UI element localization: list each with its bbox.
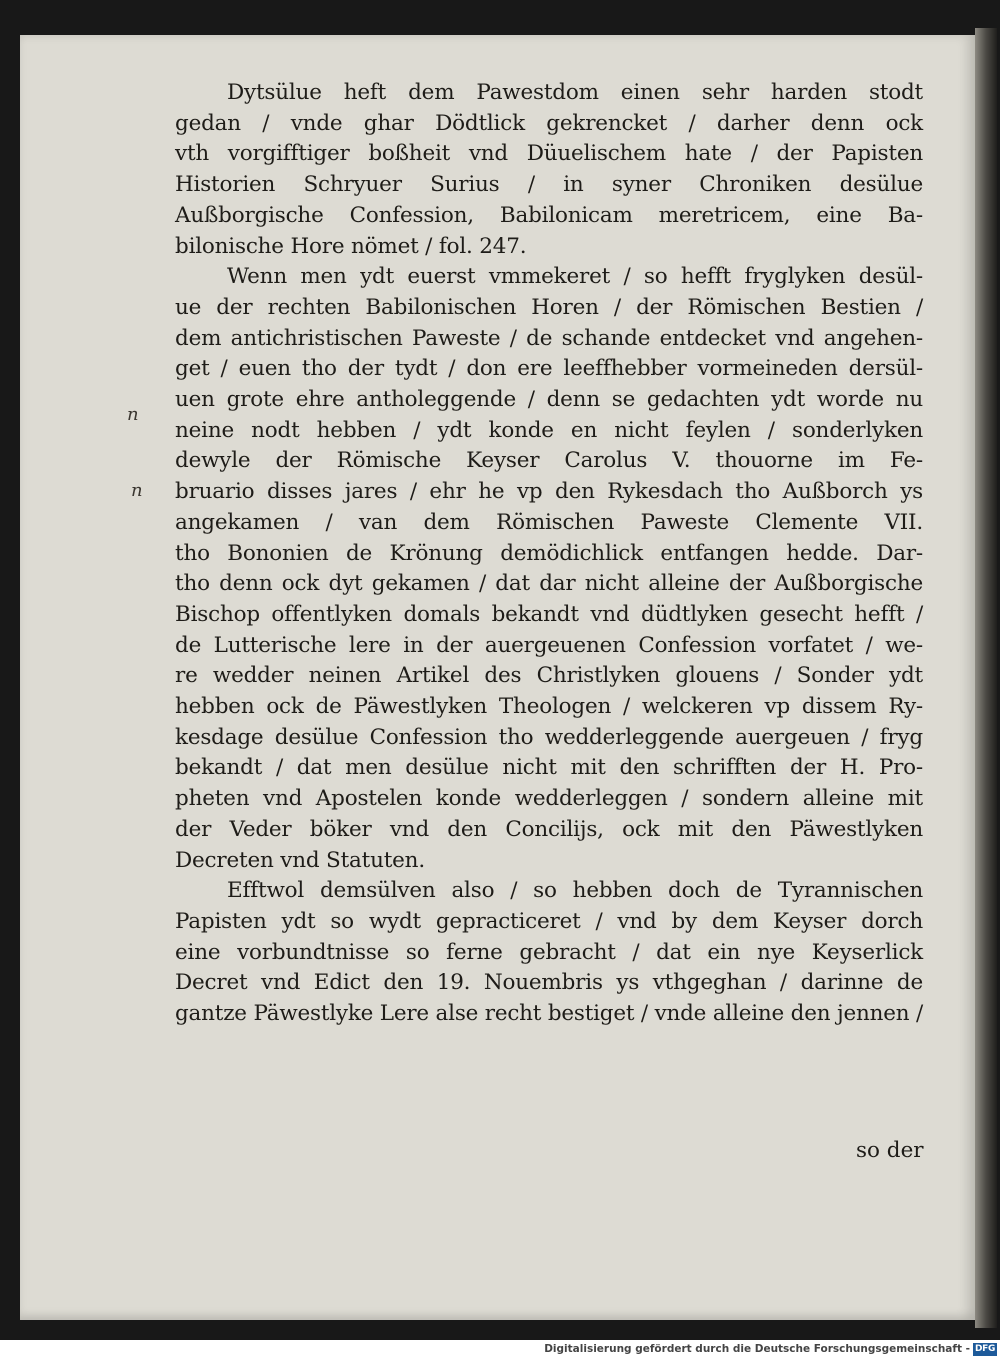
- text-line: dewyle der Römische Keyser Carolus V. thouorne im Fe-: [175, 448, 923, 474]
- text-line: Bischop offentlyken domals bekandt vnd düdtlyken gesecht hefft /: [175, 601, 923, 627]
- text-line: der Veder böker vnd den Concilijs, ock mit den Päwestlyken: [175, 816, 923, 842]
- text-line: re wedder neinen Artikel des Christlyken glouens / Sonder ydt: [175, 663, 923, 689]
- page-edge: [975, 28, 997, 1328]
- margin-annotation: n: [127, 404, 139, 425]
- text-line: tho Bononien de Krönung demödichlick entfangen hedde. Dar-: [175, 540, 923, 566]
- text-line: vth vorgifftiger boßheit vnd Düuelischem hate / der Papisten: [175, 141, 923, 167]
- text-line: uen grote ehre antholeggende / denn se gedachten ydt worde nu: [175, 387, 923, 413]
- text-line: kesdage desülue Confession tho wedderleggende auergeuen / fryg: [175, 724, 923, 750]
- text-line: Decret vnd Edict den 19. Nouembris ys vthgeghan / darinne de: [175, 970, 923, 996]
- text-line: bruario disses jares / ehr he vp den Rykesdach tho Außborch ys: [175, 479, 923, 505]
- paragraph-3: [175, 876, 923, 1030]
- text-line: gantze Päwestlyke Lere alse recht bestiget / vnde alleine den jennen /: [175, 1001, 923, 1027]
- text-line: dem antichristischen Paweste / de schande entdecket vnd angehen-: [175, 325, 923, 351]
- footer-credit: Digitalisierung gefördert durch die Deutsche Forschungsgemeinschaft -: [544, 1343, 970, 1355]
- catchword: so der: [856, 1138, 924, 1163]
- text-line: Papisten ydt so wydt gepracticeret / vnd by dem Keyser dorch: [175, 908, 923, 934]
- footer-bar: [0, 1340, 1000, 1360]
- text-line: Außborgische Confession, Babilonicam meretricem, eine Ba-: [175, 202, 923, 228]
- text-line: angekamen / van dem Römischen Paweste Clemente VII.: [175, 509, 923, 535]
- body-text: [175, 78, 923, 1030]
- dfg-logo: DFG: [974, 1344, 996, 1354]
- text-line: ue der rechten Babilonischen Horen / der Römischen Bestien /: [175, 294, 923, 320]
- text-line: Wenn men ydt euerst vmmekeret / so hefft fryglyken desül-: [227, 264, 923, 290]
- text-line: de Lutterische lere in der auergeuenen Confession vorfatet / we-: [175, 632, 923, 658]
- margin-annotation: n: [131, 480, 143, 501]
- paragraph-1: [175, 78, 923, 262]
- text-line: hebben ock de Päwestlyken Theologen / welckeren vp dissem Ry-: [175, 694, 923, 720]
- text-line: gedan / vnde ghar Dödtlick gekrencket / darher denn ock: [175, 110, 923, 136]
- text-line: eine vorbundtnisse so ferne gebracht / dat ein nye Keyserlick: [175, 939, 923, 965]
- text-line: bekandt / dat men desülue nicht mit den schrifften der H. Pro-: [175, 755, 923, 781]
- paragraph-2: [175, 262, 923, 876]
- text-line: tho denn ock dyt gekamen / dat dar nicht alleine der Außborgische: [175, 571, 923, 597]
- text-line: get / euen tho der tydt / don ere leeffhebber vormeineden dersül-: [175, 356, 923, 382]
- text-line: bilonische Hore nömet / fol. 247.: [175, 233, 527, 259]
- text-line: Historien Schryuer Surius / in syner Chroniken desülue: [175, 172, 923, 198]
- text-line: neine nodt hebben / ydt konde en nicht feylen / sonderlyken: [175, 417, 923, 443]
- text-line: Dytsülue heft dem Pawestdom einen sehr harden stodt: [227, 80, 923, 105]
- text-line: pheten vnd Apostelen konde wedderleggen / sondern alleine mit: [175, 786, 923, 812]
- text-line: Efftwol demsülven also / so hebben doch de Tyrannischen: [227, 878, 923, 904]
- text-line: Decreten vnd Statuten.: [175, 847, 425, 873]
